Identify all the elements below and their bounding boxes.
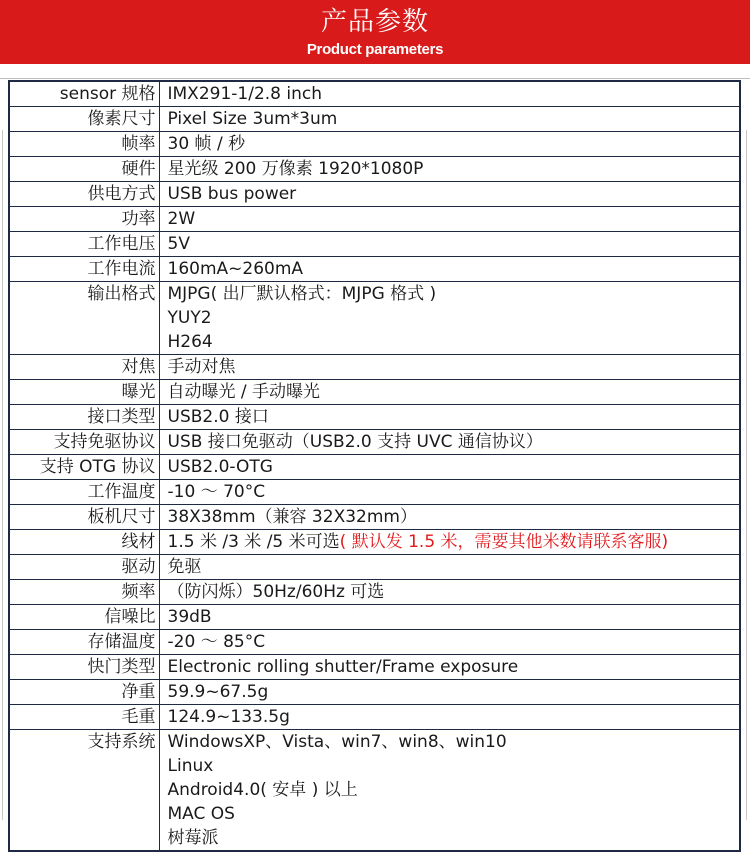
spec-value xyxy=(159,182,740,207)
spec-label: 帧率 xyxy=(9,132,159,157)
spec-value xyxy=(159,232,740,257)
spec-value-line: YUY2 xyxy=(167,308,212,328)
spec-value xyxy=(159,705,740,730)
spec-label: 工作电流 xyxy=(9,257,159,282)
header-banner xyxy=(0,0,750,64)
spec-label: 频率 xyxy=(9,580,159,605)
spec-label: sensor 规格 xyxy=(9,81,159,107)
spec-label: 工作温度 xyxy=(9,480,159,505)
spec-label: 像素尺寸 xyxy=(9,107,159,132)
spec-row xyxy=(9,505,740,530)
spec-value xyxy=(159,355,740,380)
spec-row xyxy=(9,207,740,232)
spec-value xyxy=(159,380,740,405)
spec-value-text: Pixel Size 3um*3um xyxy=(167,109,338,129)
spec-row xyxy=(9,680,740,705)
spec-value xyxy=(159,430,740,455)
spec-value-text: 星光级 200 万像素 1920*1080P xyxy=(167,159,424,179)
right-edge-line xyxy=(746,130,747,820)
spec-row xyxy=(9,132,740,157)
spec-value-text: 1.5 米 /3 米 /5 米可选 xyxy=(167,532,340,552)
spec-value-text: 38X38mm（兼容 32X32mm） xyxy=(167,507,417,527)
spec-row xyxy=(9,555,740,580)
spec-row xyxy=(9,705,740,730)
spec-row xyxy=(9,257,740,282)
spec-label: 线材 xyxy=(9,530,159,555)
spec-label: 信噪比 xyxy=(9,605,159,630)
spec-value xyxy=(159,530,740,555)
spec-row xyxy=(9,380,740,405)
spec-row xyxy=(9,655,740,680)
spec-value-text: 免驱 xyxy=(167,557,202,577)
spec-row xyxy=(9,455,740,480)
spec-value-text: 30 帧 / 秒 xyxy=(167,134,246,154)
spec-value-note: ( 默认发 1.5 米，需要其他米数请联系客服) xyxy=(339,532,669,552)
spec-value xyxy=(159,655,740,680)
spec-table-wrapper xyxy=(8,80,739,852)
spec-label: 支持系统 xyxy=(9,730,159,852)
spec-value-line: 树莓派 xyxy=(167,828,219,848)
spec-row xyxy=(9,405,740,430)
spec-label: 硬件 xyxy=(9,157,159,182)
spec-value xyxy=(159,107,740,132)
spec-row xyxy=(9,580,740,605)
spec-value xyxy=(159,730,740,852)
spec-table xyxy=(8,80,741,852)
spec-value xyxy=(159,282,740,355)
spec-label: 输出格式 xyxy=(9,282,159,355)
spec-row xyxy=(9,605,740,630)
spec-value xyxy=(159,580,740,605)
page-title: 产品参数 xyxy=(320,7,429,37)
spec-value xyxy=(159,555,740,580)
spec-value-text: 59.9~67.5g xyxy=(167,682,269,702)
spec-value xyxy=(159,81,740,107)
spec-value-text: USB 接口免驱动（USB2.0 支持 UVC 通信协议） xyxy=(167,432,543,452)
spec-value xyxy=(159,257,740,282)
spec-value-line: Linux xyxy=(167,756,214,776)
spec-label: 支持 OTG 协议 xyxy=(9,455,159,480)
page-subtitle: Product parameters xyxy=(306,41,444,58)
spec-value-text: 自动曝光 / 手动曝光 xyxy=(167,382,321,402)
spec-row xyxy=(9,107,740,132)
spec-value-text: 124.9~133.5g xyxy=(167,707,290,727)
spec-value xyxy=(159,207,740,232)
spec-row xyxy=(9,81,740,107)
spec-value-text: -20 ～ 85°C xyxy=(167,632,266,652)
spec-label: 对焦 xyxy=(9,355,159,380)
spec-value-line: Android4.0( 安卓 ) 以上 xyxy=(167,780,358,800)
spec-value-text: USB2.0-OTG xyxy=(167,457,273,477)
spec-value-text: USB2.0 接口 xyxy=(167,407,269,427)
spec-value xyxy=(159,480,740,505)
spec-value-line: H264 xyxy=(167,332,213,352)
spec-value xyxy=(159,132,740,157)
spec-value-text: 5V xyxy=(167,234,190,254)
spec-row xyxy=(9,157,740,182)
spec-label: 接口类型 xyxy=(9,405,159,430)
spec-value-text: 手动对焦 xyxy=(167,357,236,377)
spec-value-text: 2W xyxy=(167,209,196,229)
spec-value xyxy=(159,680,740,705)
spec-value xyxy=(159,505,740,530)
spec-value-text: 39dB xyxy=(167,607,212,627)
spec-label: 支持免驱协议 xyxy=(9,430,159,455)
spec-row xyxy=(9,182,740,207)
spec-row xyxy=(9,282,740,355)
spec-row xyxy=(9,530,740,555)
spec-label: 板机尺寸 xyxy=(9,505,159,530)
spec-row xyxy=(9,630,740,655)
spec-value-text: USB bus power xyxy=(167,184,297,204)
spec-row xyxy=(9,730,740,852)
spec-value xyxy=(159,605,740,630)
divider xyxy=(0,78,750,79)
spec-value xyxy=(159,630,740,655)
spec-value-line: WindowsXP、Vista、win7、win8、win10 xyxy=(167,732,507,752)
spec-row xyxy=(9,232,740,257)
spec-value-text: （防闪烁）50Hz/60Hz 可选 xyxy=(167,582,385,602)
spec-label: 曝光 xyxy=(9,380,159,405)
spec-label: 净重 xyxy=(9,680,159,705)
spec-value-text: Electronic rolling shutter/Frame exposure xyxy=(167,657,519,677)
spec-label: 工作电压 xyxy=(9,232,159,257)
spec-label: 供电方式 xyxy=(9,182,159,207)
spec-value xyxy=(159,455,740,480)
spec-value xyxy=(159,157,740,182)
spec-label: 驱动 xyxy=(9,555,159,580)
spec-value-text: IMX291-1/2.8 inch xyxy=(167,84,323,104)
spec-value-line: MAC OS xyxy=(167,804,235,824)
spec-value-text: -10 ～ 70°C xyxy=(167,482,266,502)
spec-label: 快门类型 xyxy=(9,655,159,680)
spec-label: 功率 xyxy=(9,207,159,232)
spec-label: 毛重 xyxy=(9,705,159,730)
spec-label: 存储温度 xyxy=(9,630,159,655)
spec-row xyxy=(9,480,740,505)
spec-row xyxy=(9,430,740,455)
spec-value-text: 160mA~260mA xyxy=(167,259,304,279)
spec-row xyxy=(9,355,740,380)
spec-value xyxy=(159,405,740,430)
left-edge-line xyxy=(2,130,3,820)
spec-value-line: MJPG( 出厂默认格式：MJPG 格式 ) xyxy=(167,284,437,304)
